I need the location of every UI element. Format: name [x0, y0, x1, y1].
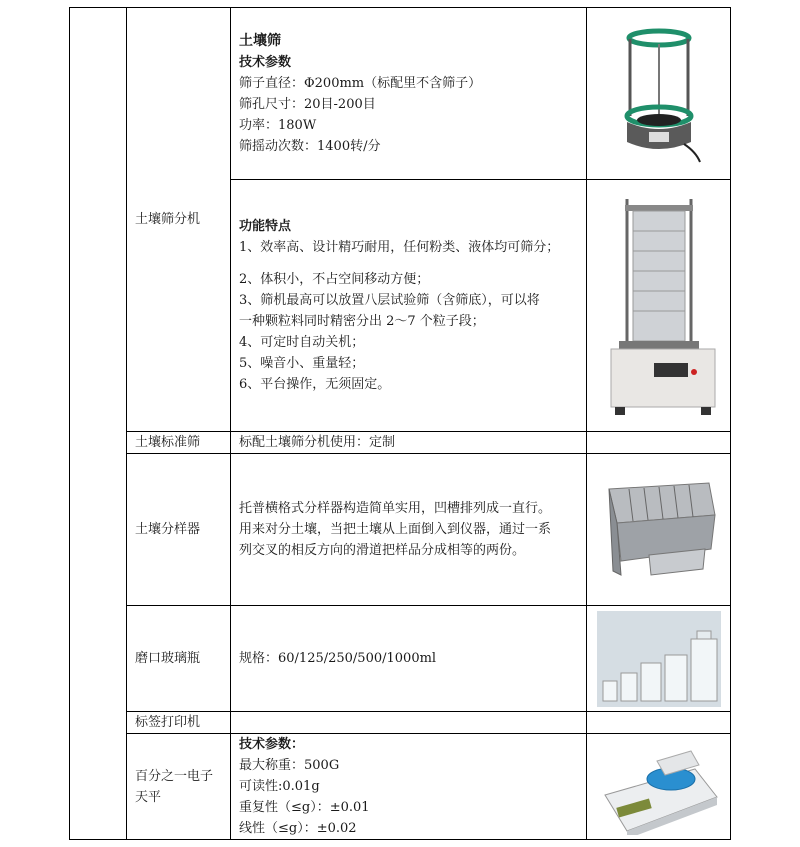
- feature-line: 一种颗粒料同时精密分出 2～7 个粒子段；: [239, 314, 485, 329]
- image-cell: [587, 454, 731, 606]
- item-name: 磨口玻璃瓶: [135, 651, 201, 666]
- item-name: 土壤标准筛: [135, 435, 201, 450]
- spec-line: 重复性（≤g）：±0.01: [239, 800, 370, 815]
- electronic-balance-image: [599, 739, 719, 835]
- item-name: 土壤筛分机: [135, 212, 201, 227]
- spec-line: 可读性:0.01g: [239, 779, 320, 794]
- item-name-cell: [127, 454, 231, 606]
- image-cell: [587, 734, 731, 840]
- soil-splitter-image: [599, 475, 719, 585]
- table-row: [70, 432, 731, 454]
- spec-description-cell: [231, 8, 587, 180]
- feature-line: 4、可定时自动关机；: [239, 335, 365, 350]
- blank-index-cell: [70, 8, 127, 840]
- item-name: 天平: [135, 789, 162, 805]
- table-row: [70, 454, 731, 606]
- feature-line: 1、效率高、设计精巧耐用，任何粉类、液体均可筛分；: [239, 240, 560, 255]
- spec-heading: 技术参数：: [239, 737, 305, 752]
- feature-line: 2、体积小，不占空间移动方便；: [239, 272, 430, 287]
- description-cell: [231, 734, 587, 840]
- spec-line: 功率：180W: [239, 117, 317, 133]
- item-name: 百分之一电子: [135, 768, 214, 784]
- spec-line: 最大称重：500G: [239, 758, 340, 773]
- spec-line: 线性（≤g）：±0.02: [239, 821, 357, 836]
- image-cell: [587, 712, 731, 734]
- item-name-cell: [127, 432, 231, 454]
- image-cell: [587, 606, 731, 712]
- feature-line: 3、筛机最高可以放置八层试验筛（含筛底），可以将: [239, 293, 540, 308]
- table-row: [70, 712, 731, 734]
- description-line: 标配土壤筛分机使用：定制: [239, 435, 396, 450]
- feature-line: 5、噪音小、重量轻；: [239, 356, 365, 371]
- image-cell: [587, 180, 731, 432]
- item-name-cell: [127, 712, 231, 734]
- glass-bottles-image: [597, 611, 721, 707]
- description-cell: [231, 712, 587, 734]
- description-line: 规格：60/125/250/500/1000ml: [239, 651, 437, 666]
- item-name-cell: [127, 606, 231, 712]
- sieve-shaker-large-image: [599, 191, 719, 421]
- feature-heading: 功能特点: [239, 219, 292, 234]
- description-line: 托普横格式分样器构造简单实用，凹槽排列成一直行。: [239, 501, 552, 516]
- item-name: 标签打印机: [135, 715, 201, 730]
- equipment-spec-table: [69, 7, 731, 840]
- spec-line: 筛子直径：Φ200mm（标配里不含筛子）: [239, 75, 482, 91]
- spec-title: 土壤筛: [239, 32, 281, 49]
- spec-heading: 技术参数: [239, 54, 292, 70]
- feature-line: 6、平台操作，无须固定。: [239, 377, 391, 392]
- item-name-cell: [127, 734, 231, 840]
- table-row: [70, 8, 731, 180]
- feature-description-cell: [231, 180, 587, 432]
- image-cell: [587, 8, 731, 180]
- sieve-shaker-small-image: [614, 24, 704, 164]
- item-name: 土壤分样器: [135, 522, 201, 537]
- spec-line: 筛摇动次数：1400转/分: [239, 138, 381, 154]
- image-cell: [587, 432, 731, 454]
- item-name-cell: [127, 8, 231, 432]
- description-line: 列交叉的相反方向的滑道把样品分成相等的两份。: [239, 543, 526, 558]
- table-row: [70, 606, 731, 712]
- description-cell: [231, 432, 587, 454]
- description-cell: [231, 606, 587, 712]
- spec-line: 筛孔尺寸：20目-200目: [239, 96, 376, 112]
- description-cell: [231, 454, 587, 606]
- description-line: 用来对分土壤，当把土壤从上面倒入到仪器，通过一系: [239, 522, 552, 537]
- table-row: [70, 734, 731, 840]
